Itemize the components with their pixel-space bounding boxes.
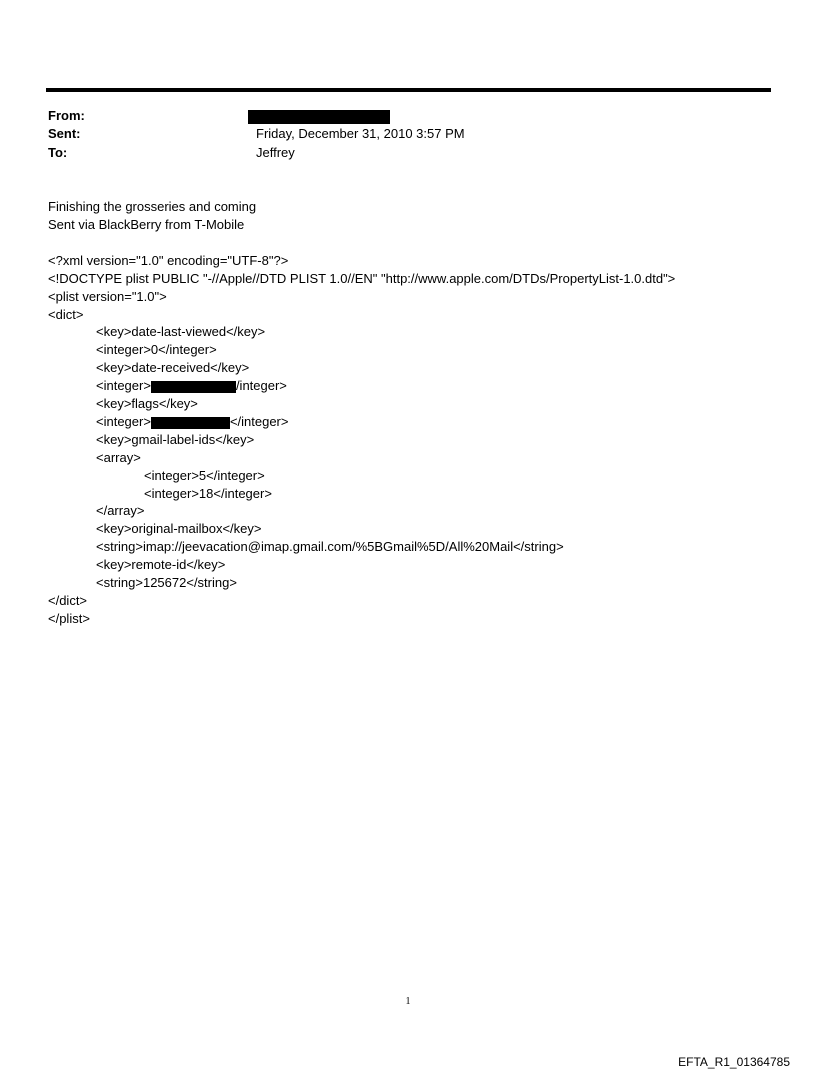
message-line-2: Sent via BlackBerry from T-Mobile (48, 217, 245, 232)
xml-line: <key>date-received</key> (96, 360, 250, 375)
redaction-bar (151, 417, 230, 429)
from-value (256, 108, 390, 124)
xml-line: <key>gmail-label-ids</key> (96, 432, 255, 447)
xml-line (96, 378, 287, 394)
xml-line: <plist version="1.0"> (48, 289, 167, 304)
xml-line: <?xml version="1.0" encoding="UTF-8"?> (48, 253, 289, 268)
xml-line: <string>125672</string> (96, 575, 237, 590)
xml-line: <key>remote-id</key> (96, 557, 226, 572)
xml-line: <key>original-mailbox</key> (96, 521, 262, 536)
sent-value: Friday, December 31, 2010 3:57 PM (256, 126, 465, 141)
xml-line: <!DOCTYPE plist PUBLIC "-//Apple//DTD PLIST 1.0//EN" "http://www.apple.com/DTDs/PropertyList-1.0.dtd"> (48, 271, 676, 286)
xml-line: <string>imap://jeevacation@imap.gmail.com/%5BGmail%5D/All%20Mail</string> (96, 539, 564, 554)
xml-fragment: <integer> (96, 414, 151, 429)
to-label: To: (48, 145, 68, 160)
header-divider (46, 88, 771, 92)
xml-line: <key>flags</key> (96, 396, 198, 411)
to-value: Jeffrey (256, 145, 295, 160)
sent-label: Sent: (48, 126, 81, 141)
xml-line: <key>date-last-viewed</key> (96, 324, 266, 339)
xml-line: <dict> (48, 307, 84, 322)
redaction-bar (248, 110, 390, 124)
xml-fragment: </integer> (229, 414, 289, 429)
xml-line: </plist> (48, 611, 90, 626)
xml-fragment: <integer> (96, 378, 151, 393)
xml-line: <array> (96, 450, 141, 465)
bates-number: EFTA_R1_01364785 (678, 1055, 790, 1069)
xml-line: </dict> (48, 593, 88, 608)
redaction-bar (151, 381, 236, 393)
xml-line: </array> (96, 503, 145, 518)
xml-line (96, 414, 288, 430)
xml-line: <integer>18</integer> (144, 486, 272, 501)
page-number: 1 (405, 996, 411, 1007)
xml-line: <integer>0</integer> (96, 342, 217, 357)
xml-fragment: /integer> (235, 378, 287, 393)
from-label: From: (48, 108, 85, 123)
message-line-1: Finishing the grosseries and coming (48, 199, 257, 214)
xml-line: <integer>5</integer> (144, 468, 265, 483)
